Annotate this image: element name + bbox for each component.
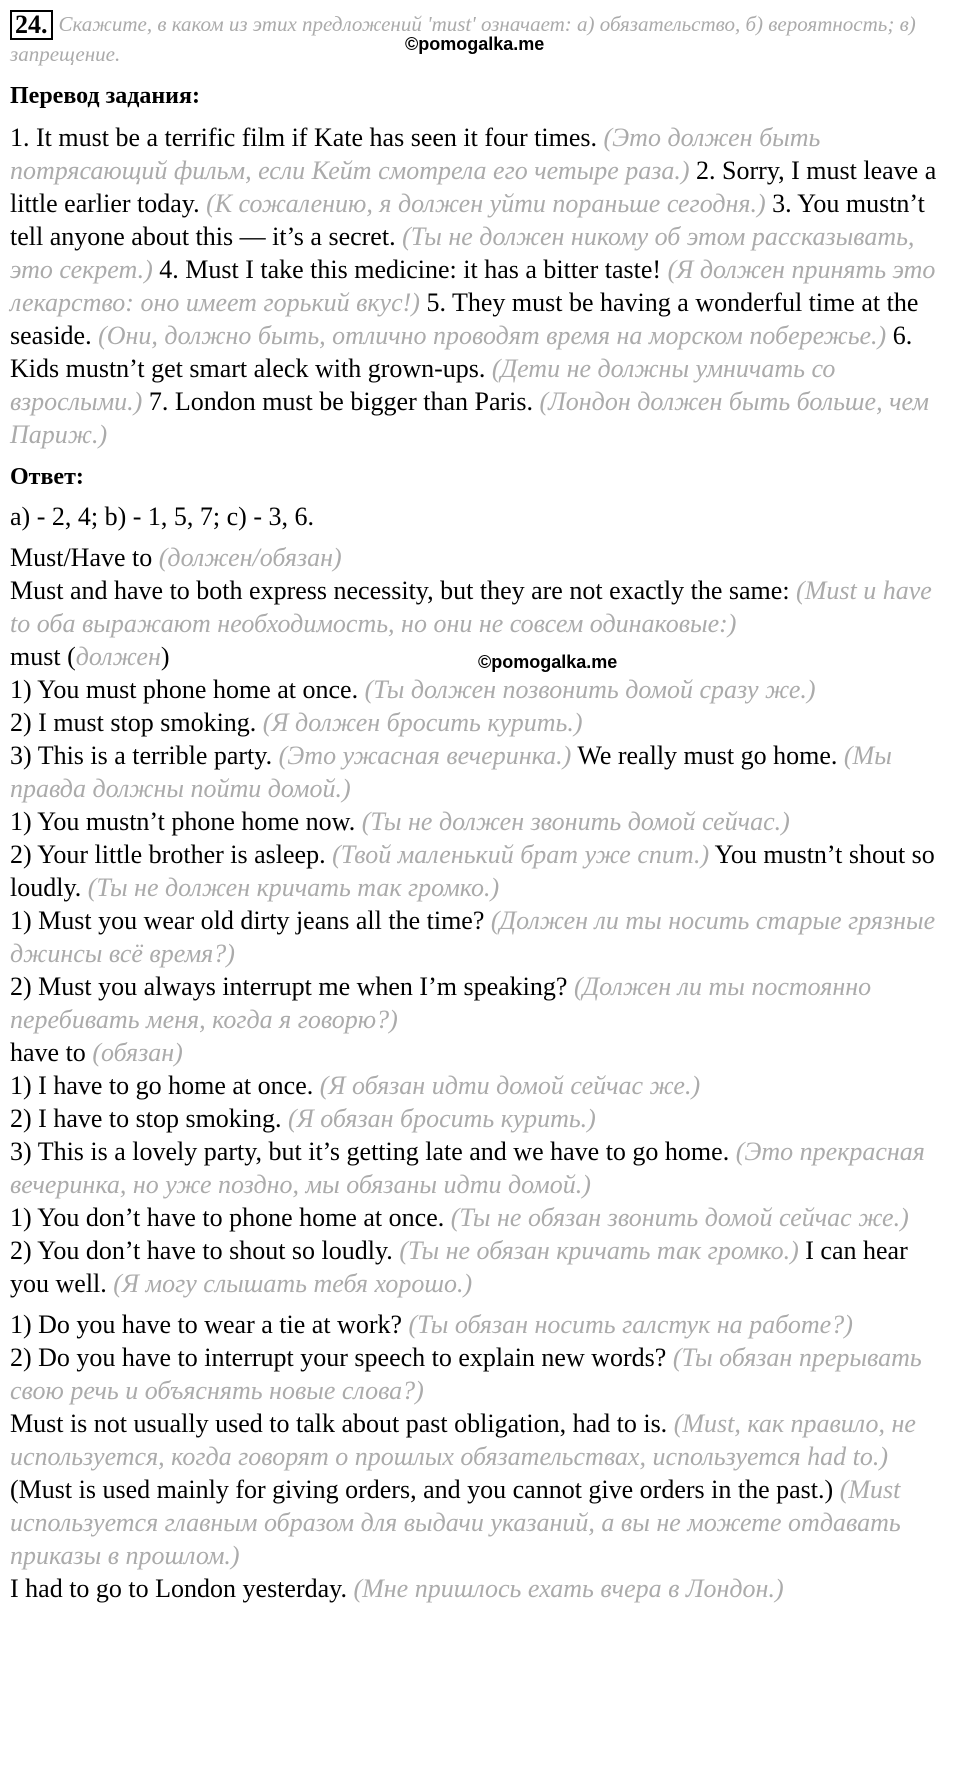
answer-heading: Ответ: (10, 464, 84, 490)
translation-en-2: 2. Sorry, I must leave a little earlier today. (10, 156, 937, 218)
line-en: 2) Do you have to interrupt your speech to explain new words? (10, 1343, 673, 1372)
line-ru: должен (75, 642, 161, 671)
line-ru: (Должен ли ты носить старые грязные джинсы всё время?) (10, 906, 936, 968)
line-ru: (Должен ли ты постоянно перебивать меня, когда я говорю?) (10, 972, 872, 1034)
translation-ru-3: (Ты не должен никому об этом рассказывать, это секрет.) (10, 222, 915, 284)
explanation-line (10, 1407, 940, 1572)
explanation-line (10, 1308, 940, 1341)
translation-ru-1: (Это должен быть потрясающий фильм, если Кейт смотрела его четыре раза.) (10, 123, 821, 185)
answer-text: а) - 2, 4; b) - 1, 5, 7; c) - 3, 6. (10, 502, 314, 531)
explanation-line (10, 1135, 940, 1201)
line-en: We really must go home. (571, 741, 844, 770)
translation-ru-2: (К сожалению, я должен уйти пораньше сегодня.) (206, 189, 766, 218)
explanation-line (10, 640, 940, 673)
line-en: 1) I have to go home at once. (10, 1071, 320, 1100)
line-ru: (Ты не обязан звонить домой сейчас же.) (450, 1203, 909, 1232)
line-en: 1) Must you wear old dirty jeans all the time? (10, 906, 491, 935)
explanation-section-2 (10, 1308, 940, 1605)
document-page (10, 10, 940, 1605)
translation-en-5: 5. They must be having a wonderful time at the seaside. (10, 288, 919, 350)
explanation-line (10, 706, 940, 739)
translation-en-3: 3. You mustn’t tell anyone about this — it’s a secret. (10, 189, 925, 251)
line-en: 3) This is a lovely party, but it’s getting late and we have to go home. (10, 1137, 736, 1166)
translation-ru-5: (Они, должно быть, отлично проводят время на морском побережье.) (98, 321, 887, 350)
explanation-section-1 (10, 541, 940, 1300)
explanation-line (10, 805, 940, 838)
line-ru: (Твой маленький брат уже спит.) (332, 840, 710, 869)
line-en: 2) Must you always interrupt me when I’m speaking? (10, 972, 574, 1001)
translation-en-4: 4. Must I take this medicine: it has a bitter taste! (152, 255, 668, 284)
explanation-line (10, 739, 940, 805)
line-en: 2) I have to stop smoking. (10, 1104, 289, 1133)
translation-en-1: 1. It must be a terrific film if Kate has seen it four times. (10, 123, 604, 152)
line-en: 1) You must phone home at once. (10, 675, 365, 704)
explanation-line (10, 1102, 940, 1135)
line-ru: (должен/обязан) (158, 543, 342, 572)
explanation-line (10, 1201, 940, 1234)
line-en: have to (10, 1038, 93, 1067)
line-en: Must is not usually used to talk about past obligation, had to is. (10, 1409, 674, 1438)
line-en: 2) I must stop smoking. (10, 708, 263, 737)
line-en: 2) You don’t have to shout so loudly. (10, 1236, 400, 1265)
explanation-line (10, 838, 940, 904)
line-ru: (Ты обязан носить галстук на работе?) (408, 1310, 853, 1339)
line-en: (Must is used mainly for giving orders, and you cannot give orders in the past.) (10, 1475, 840, 1504)
line-ru: (обязан) (92, 1038, 183, 1067)
explanation-line (10, 1341, 940, 1407)
line-en: must ( (10, 642, 76, 671)
explanation-line (10, 574, 940, 640)
watermark-top: ©pomogalka.me (405, 34, 545, 54)
line-ru: (Это ужасная вечеринка.) (278, 741, 572, 770)
translation-ru-6: (Дети не должны умничать со взрослыми.) (10, 354, 836, 416)
line-ru: (Я должен бросить курить.) (262, 708, 583, 737)
translation-ru-7: (Лондон должен быть больше, чем Париж.) (10, 387, 929, 449)
line-en: I had to go to London yesterday. (10, 1574, 354, 1603)
line-ru: (Мы правда должны пойти домой.) (10, 741, 892, 803)
line-ru: (Я обязан идти домой сейчас же.) (319, 1071, 701, 1100)
line-en: Must/Have to (10, 543, 159, 572)
line-en: 2) Your little brother is asleep. (10, 840, 333, 869)
line-ru: (Ты не должен кричать так громко.) (87, 873, 500, 902)
translation-paragraph (10, 121, 940, 451)
line-en: ) (160, 642, 170, 671)
line-en: You mustn’t shout so loudly. (10, 840, 935, 902)
line-ru: (Ты не обязан кричать так громко.) (399, 1236, 799, 1265)
line-ru: (Must и have to оба выражают необходимость, но они не совсем одинаковые:) (10, 576, 932, 638)
explanation-line (10, 970, 940, 1036)
explanation-line (10, 1036, 940, 1069)
explanation-line (10, 1234, 940, 1300)
explanation-line (10, 904, 940, 970)
line-en: 1) Do you have to wear a tie at work? (10, 1310, 409, 1339)
translation-ru-4: (Я должен принять это лекарство: оно имеет горький вкус!) (10, 255, 936, 317)
line-en: 3) This is a terrible party. (10, 741, 279, 770)
line-ru: (Мне пришлось ехать вчера в Лондон.) (353, 1574, 784, 1603)
translation-heading: Перевод задания: (10, 83, 200, 109)
explanation-line (10, 541, 940, 574)
task-instruction: Скажите, в каком из этих предложений 'must' означает: а) обязательство, б) вероятность; в) запрещение. (10, 12, 916, 66)
translation-en-6: 6. Kids mustn’t get smart aleck with grown-ups. (10, 321, 913, 383)
explanation-line (10, 673, 940, 706)
watermark-middle: ©pomogalka.me (478, 652, 618, 672)
line-ru: (Ты обязан прерывать свою речь и объяснять новые слова?) (10, 1343, 922, 1405)
line-en: 1) You don’t have to phone home at once. (10, 1203, 451, 1232)
line-ru: (Must, как правило, не используется, когда говорят о прошлых обязательствах, используется had to.) (10, 1409, 916, 1471)
line-ru: (Я могу слышать тебя хорошо.) (113, 1269, 473, 1298)
line-en: 1) You mustn’t phone home now. (10, 807, 362, 836)
line-en: I can hear you well. (10, 1236, 908, 1298)
task-number: 24. (10, 10, 53, 40)
line-ru: (Ты не должен звонить домой сейчас.) (361, 807, 790, 836)
translation-en-7: 7. London must be bigger than Paris. (142, 387, 540, 416)
line-en: Must and have to both express necessity, but they are not exactly the same: (10, 576, 797, 605)
explanation-line (10, 1069, 940, 1102)
line-ru: (Я обязан бросить курить.) (288, 1104, 596, 1133)
line-ru: (Must используется главным образом для выдачи указаний, а вы не можете отдавать приказы в прошлом.) (10, 1475, 901, 1570)
explanation-line (10, 1572, 940, 1605)
line-ru: (Это прекрасная вечеринка, но уже поздно, мы обязаны идти домой.) (10, 1137, 925, 1199)
line-ru: (Ты должен позвонить домой сразу же.) (364, 675, 816, 704)
